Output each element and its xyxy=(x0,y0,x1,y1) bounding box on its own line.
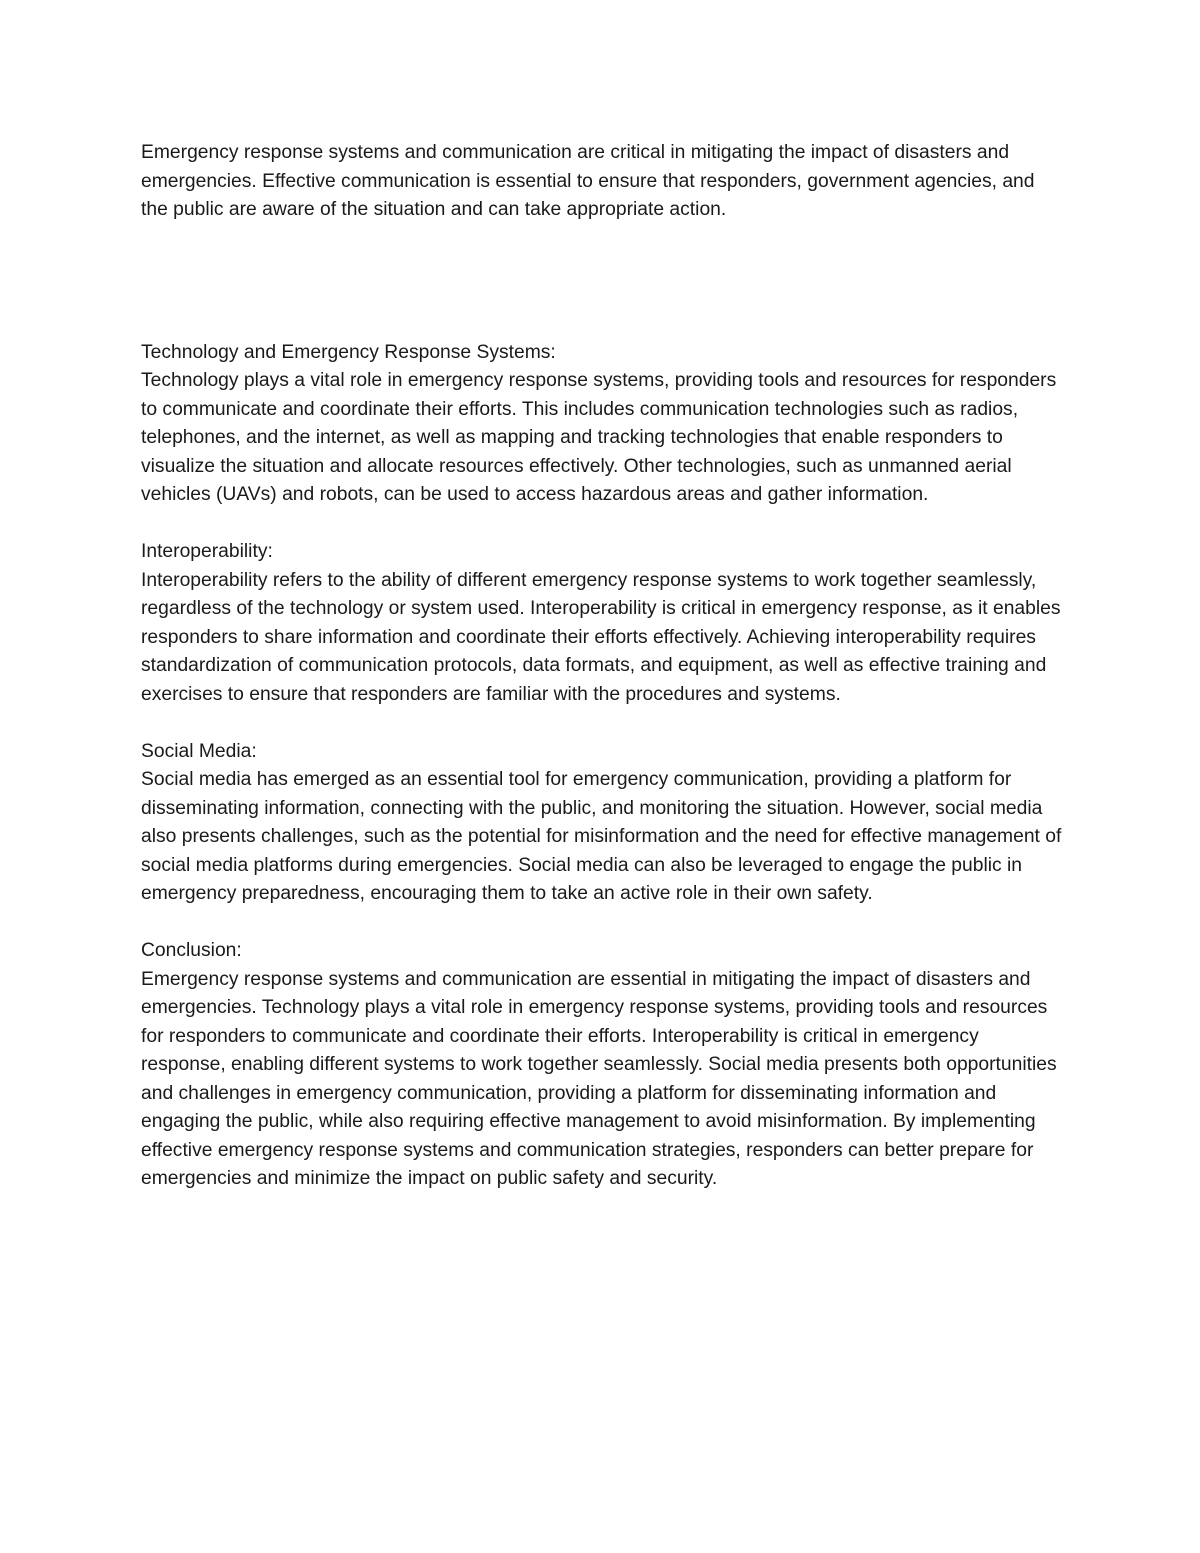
document-body xyxy=(141,139,1066,1194)
section-body: Interoperability refers to the ability of different emergency response systems to work together seamlessly, regardless of the technology or system used. Interoperability is critical in emergency response, as it enables responders to share information and coordinate their efforts effectively. Achieving interoperability requires standardization of communication protocols, data formats, and equipment, as well as effective training and exercises to ensure that responders are familiar with the procedures and systems. xyxy=(141,569,1061,705)
section-heading: Conclusion: xyxy=(141,940,242,961)
intro-paragraph: Emergency response systems and communication are critical in mitigating the impact of disasters and emergencies. Effective communication is essential to ensure that responders, government agencies, and the public are aware of the situation and can take appropriate action. xyxy=(141,142,1035,220)
section-body: Social media has emerged as an essential tool for emergency communication, providing a platform for disseminating information, connecting with the public, and monitoring the situation. However, social media also presents challenges, such as the potential for misinformation and the need for effective management of social media platforms during emergencies. Social media can also be leveraged to engage the public in emergency preparedness, encouraging them to take an active role in their own safety. xyxy=(141,769,1062,904)
section-heading: Technology and Emergency Response Systems: xyxy=(141,341,556,363)
section-body: Technology plays a vital role in emergency response systems, providing tools and resources for responders to communicate and coordinate their efforts. This includes communication technologies such as radios, telephones, and the internet, as well as mapping and tracking technologies that enable responders to visualize the situation and allocate resources effectively. Other technologies, such as unmanned aerial vehicles (UAVs) and robots, can be used to access hazardous areas and gather information. xyxy=(141,370,1057,505)
section-heading: Interoperability: xyxy=(141,541,273,562)
section-technology xyxy=(141,339,1066,510)
section-conclusion xyxy=(141,937,1066,1194)
section-social-media xyxy=(141,738,1066,909)
section-interoperability xyxy=(141,538,1066,709)
section-body: Emergency response systems and communication are essential in mitigating the impact of disasters and emergencies. Technology plays a vital role in emergency response systems, providing tools and resources for responders to communicate and coordinate their efforts. Interoperability is critical in emergency response, enabling different systems to work together seamlessly. Social media presents both opportunities and challenges in emergency communication, providing a platform for disseminating information and engaging the public, while also requiring effective management to avoid misinformation. By implementing effective emergency response systems and communication strategies, responders can better prepare for emergencies and minimize the impact on public safety and security. xyxy=(141,968,1057,1189)
section-heading: Social Media: xyxy=(141,740,257,762)
